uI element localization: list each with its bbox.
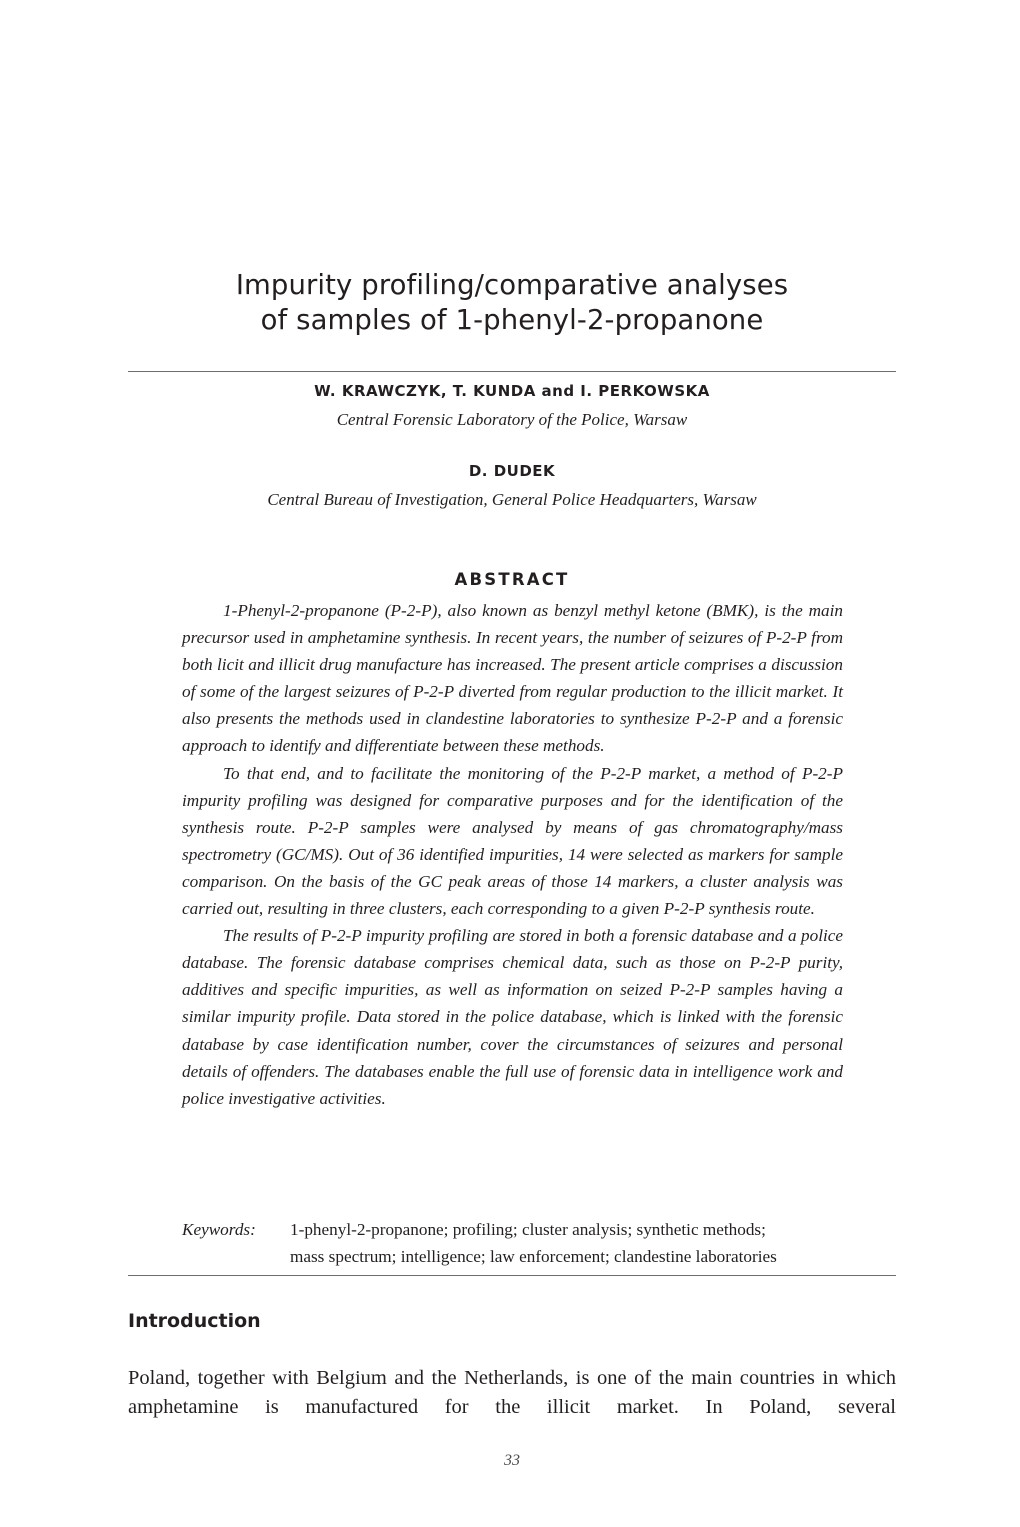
abstract-heading: ABSTRACT — [454, 570, 570, 589]
title-line-1: Impurity profiling/comparative analyses — [235, 269, 789, 301]
affiliation-2: Central Bureau of Investigation, General Police Headquarters, Warsaw — [267, 490, 757, 509]
affiliation-1: Central Forensic Laboratory of the Police, Warsaw — [336, 410, 688, 429]
top-rule — [128, 371, 896, 372]
abstract-paragraph-2: To that end, and to facilitate the monitoring of the P-2-P market, a method of P-2-P impurity profiling was designed for comparative purposes and for the identification of the synthesis route. P-2-P samples were analysed by means of gas chromatography/mass spectrometry (GC/MS). Out of 36 identified impurities, 14 were selected as markers for sample comparison. On the basis of the GC peak areas of those 14 markers, a cluster analysis was carried out, resulting in three clusters, each corresponding to a given P-2-P synthesis route. — [182, 763, 843, 919]
author-group-1: W. KRAWCZYK, T. KUNDA and I. PERKOWSKA — [314, 382, 710, 400]
body-paragraph: Poland, together with Belgium and the Netherlands, is one of the main countries in which amphetamine is manufactured for the illicit market. In Poland, several — [128, 1367, 896, 1418]
bottom-rule — [128, 1275, 896, 1276]
keywords-line-2: mass spectrum; intelligence; law enforcement; clandestine laboratories — [290, 1247, 777, 1266]
abstract — [182, 597, 843, 1112]
abstract-paragraph-3: The results of P-2-P impurity profiling are stored in both a forensic database and a police database. The forensic database comprises chemical data, such as those on P-2-P purity, additives and specific impurities, as well as information on seized P-2-P samples having a similar impurity profile. Data stored in the police database, which is linked with the forensic database by case identification number, cover the circumstances of seizures and personal details of offenders. The databases enable the full use of forensic data in intelligence work and police investigative activities. — [182, 926, 843, 1108]
keywords-line-1: 1-phenyl-2-propanone; profiling; cluster analysis; synthetic methods; — [290, 1220, 766, 1239]
section-heading: Introduction — [128, 1310, 261, 1332]
page-number: 33 — [504, 1452, 520, 1469]
paper-title — [128, 268, 896, 338]
title-line-2: of samples of 1-phenyl-2-propanone — [260, 304, 764, 336]
abstract-paragraph-1: 1-Phenyl-2-propanone (P-2-P), also known as benzyl methyl ketone (BMK), is the main precursor used in amphetamine synthesis. In recent years, the number of seizures of P-2-P from both licit and illicit drug manufacture has increased. The present article comprises a discussion of some of the largest seizures of P-2-P diverted from regular production to the illicit market. It also presents the methods used in clandestine laboratories to synthesize P-2-P and a forensic approach to identify and differentiate between these methods. — [182, 601, 843, 756]
keywords-label: Keywords: — [182, 1220, 256, 1239]
author-group-2: D. DUDEK — [468, 462, 556, 480]
keywords-list — [290, 1216, 843, 1270]
